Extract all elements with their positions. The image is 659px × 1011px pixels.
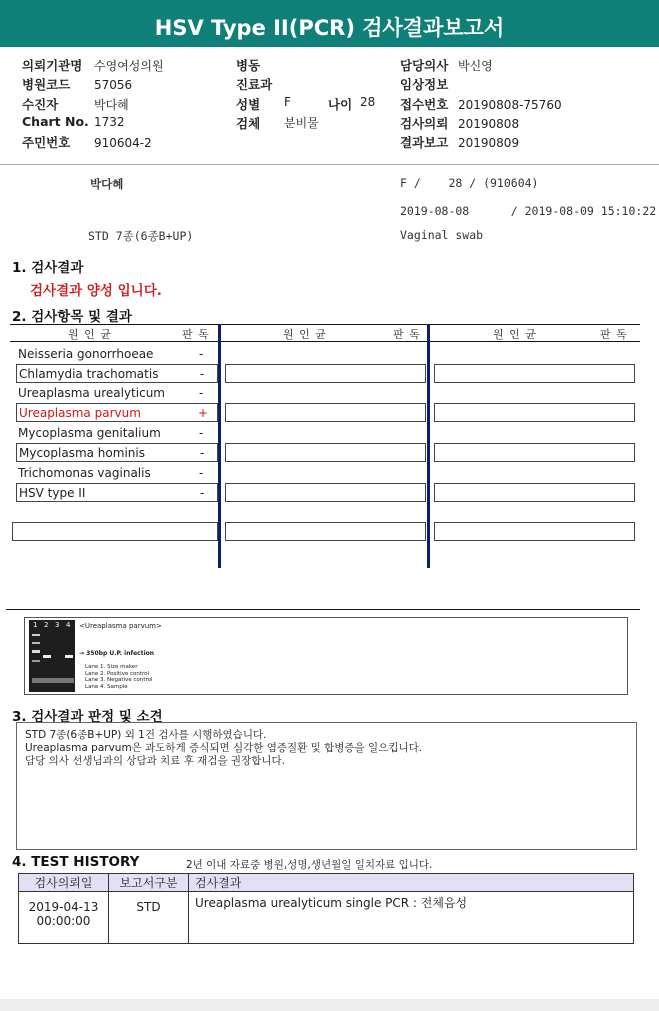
lane-number: 4	[66, 621, 71, 629]
ladder-band	[32, 642, 40, 644]
empty-row-box	[12, 522, 218, 541]
id-number-label: 주민번호	[22, 135, 71, 151]
organism-name: Ureaplasma parvum	[19, 406, 141, 420]
organism-result: -	[200, 367, 205, 381]
patient-label: 수진자	[22, 96, 59, 112]
col3-organism-header: 원 인 균	[493, 328, 537, 341]
specimen-value: 분비물	[284, 115, 319, 130]
history-date-cell	[19, 892, 109, 944]
lane-number: 2	[44, 621, 49, 629]
organism-result: -	[199, 347, 204, 361]
specimen-label: 검체	[236, 115, 261, 131]
organism-name: Trichomonas vaginalis	[18, 466, 151, 480]
organism-row	[16, 364, 218, 383]
chart-no-label: Chart No.	[22, 113, 89, 129]
id-number-value: 910604-2	[94, 136, 152, 151]
empty-row-box	[434, 364, 635, 383]
organism-row	[16, 464, 218, 483]
dept-label: 진료과	[236, 77, 273, 93]
sample-band	[65, 655, 73, 658]
receipt-no-label: 접수번호	[400, 96, 449, 112]
legend-item: Lane 3. Negative control	[85, 677, 153, 683]
empty-row-box	[225, 403, 426, 422]
section4-title: 4. TEST HISTORY	[12, 854, 140, 870]
section1-title: 1. 검사결과	[12, 260, 84, 276]
request-date-label: 검사의뢰	[400, 115, 449, 131]
header-divider	[0, 164, 659, 165]
doctor-label: 담당의사	[400, 58, 449, 73]
header-col3	[400, 56, 650, 152]
request-date-value: 20190808	[458, 116, 520, 131]
organism-result: -	[199, 466, 204, 480]
opinion-line: STD 7종(6종B+UP) 외 1건 검사를 시행하였습니다.	[25, 729, 267, 741]
col1-result-header: 판 독	[182, 328, 210, 341]
client-label: 의뢰기관명	[22, 58, 83, 73]
primer-dimer-band	[32, 678, 74, 683]
organism-row	[16, 443, 218, 462]
patient-test: STD 7종(6종B+UP)	[88, 229, 194, 243]
header-col1	[22, 56, 222, 152]
ward-label: 병동	[236, 58, 261, 73]
col2-organism-header: 원 인 균	[283, 328, 327, 341]
report-date-label: 결과보고	[400, 135, 449, 151]
section3-title: 3. 검사결과 판정 및 소견	[12, 709, 163, 725]
empty-row-box	[225, 522, 426, 541]
history-header-date: 검사의뢰일	[19, 874, 109, 892]
empty-row-box	[434, 403, 635, 422]
history-type: STD	[109, 892, 189, 944]
sex-label: 성별	[236, 96, 261, 112]
organism-result: +	[198, 406, 209, 420]
col2-result-header: 판 독	[393, 328, 421, 341]
opinion-line: 담당 의사 선생님과의 상담과 치료 후 재검을 권장합니다.	[25, 755, 285, 767]
patient-specimen: Vaginal swab	[400, 228, 484, 242]
ladder-band	[32, 660, 40, 662]
empty-row-box	[225, 483, 426, 502]
history-result: Ureaplasma urealyticum single PCR : 전체음성	[189, 892, 634, 944]
empty-row-box	[434, 522, 635, 541]
organism-row	[16, 345, 218, 364]
hospital-code-value: 57056	[94, 78, 133, 93]
gel-band-label: → 350bp U.P. infection	[79, 650, 155, 657]
organism-name: Neisseria gonorrhoeae	[18, 347, 154, 361]
gel-title: <Ureaplasma parvum>	[79, 622, 162, 630]
organism-row	[16, 384, 218, 403]
organism-result: -	[199, 386, 204, 400]
gel-image	[29, 620, 75, 692]
gel-legend	[85, 664, 153, 690]
patient-value: 박다혜	[94, 97, 129, 112]
empty-row-box	[225, 443, 426, 462]
organism-result: -	[199, 426, 204, 440]
empty-row-box	[225, 364, 426, 383]
column-divider-1	[218, 324, 221, 568]
patient-name: 박다혜	[90, 177, 124, 191]
result-summary: 검사결과 양성 입니다.	[30, 283, 162, 299]
organism-name: Chlamydia trachomatis	[19, 367, 159, 381]
report-title: HSV Type II(PCR) 검사결과보고서	[0, 0, 659, 47]
chart-no-value: 1732	[94, 114, 125, 129]
doctor-value: 박신영	[458, 59, 493, 73]
col3-result-header: 판 독	[600, 328, 628, 341]
table-bottom-line	[6, 609, 640, 610]
history-time: 00:00:00	[36, 914, 91, 928]
age-value: 28	[360, 94, 376, 109]
history-header-type: 보고서구분	[109, 874, 189, 892]
col1-organism-header: 원 인 균	[68, 328, 112, 341]
receipt-no-value: 20190808-75760	[458, 97, 562, 112]
organism-result: -	[200, 486, 205, 500]
lane-number: 3	[55, 621, 60, 629]
gel-image-frame	[24, 617, 628, 695]
history-note: 2년 이내 자료중 병원,성명,생년월일 일치자료 입니다.	[186, 859, 433, 871]
organism-name: Mycoplasma hominis	[19, 446, 145, 460]
organism-result: -	[200, 446, 205, 460]
age-label: 나이	[328, 96, 353, 112]
legend-item: Lane 2. Positive control	[85, 670, 150, 677]
organism-row-positive	[16, 403, 218, 422]
history-table	[18, 873, 634, 944]
table-top-line	[10, 324, 640, 325]
opinion-line: Ureaplasma parvum은 과도하게 증식되면 심각한 염증질환 및 합병증을 일으킵니다.	[25, 742, 423, 754]
opinion-box	[16, 722, 637, 850]
client-value: 수영여성의원	[94, 59, 164, 73]
history-row[interactable]	[19, 892, 634, 944]
organism-name: HSV type II	[19, 486, 86, 500]
empty-row-box	[434, 483, 635, 502]
organism-name: Ureaplasma urealyticum	[18, 386, 165, 400]
band-label-text: 350bp U.P. infection	[86, 650, 155, 657]
ladder-band	[32, 634, 40, 636]
history-date: 2019-04-13	[28, 900, 99, 914]
hospital-code-label: 병원코드	[22, 77, 71, 93]
page-footer-bar	[0, 999, 659, 1011]
empty-row-box	[434, 443, 635, 462]
section2-title: 2. 검사항목 및 결과	[12, 309, 132, 325]
legend-item: Lane 4. Sample	[85, 683, 128, 690]
report-date-value: 20190809	[458, 136, 520, 151]
patient-dates: 2019-08-08 / 2019-08-09 15:10:22	[400, 204, 657, 218]
history-header-result: 검사결과	[189, 874, 634, 892]
header-col2	[236, 56, 386, 133]
column-divider-2	[427, 324, 430, 568]
lane-number: 1	[33, 621, 38, 629]
clinical-info-label: 임상정보	[400, 77, 449, 93]
organism-row	[16, 483, 218, 502]
positive-band	[43, 655, 51, 658]
patient-sex-age: F / 28 / (910604)	[400, 176, 539, 190]
organism-name: Mycoplasma genitalium	[18, 426, 161, 440]
legend-item: Lane 1. Size maker	[85, 664, 138, 670]
sex-value: F	[284, 94, 291, 109]
ladder-band	[32, 650, 40, 653]
organism-row	[16, 424, 218, 443]
